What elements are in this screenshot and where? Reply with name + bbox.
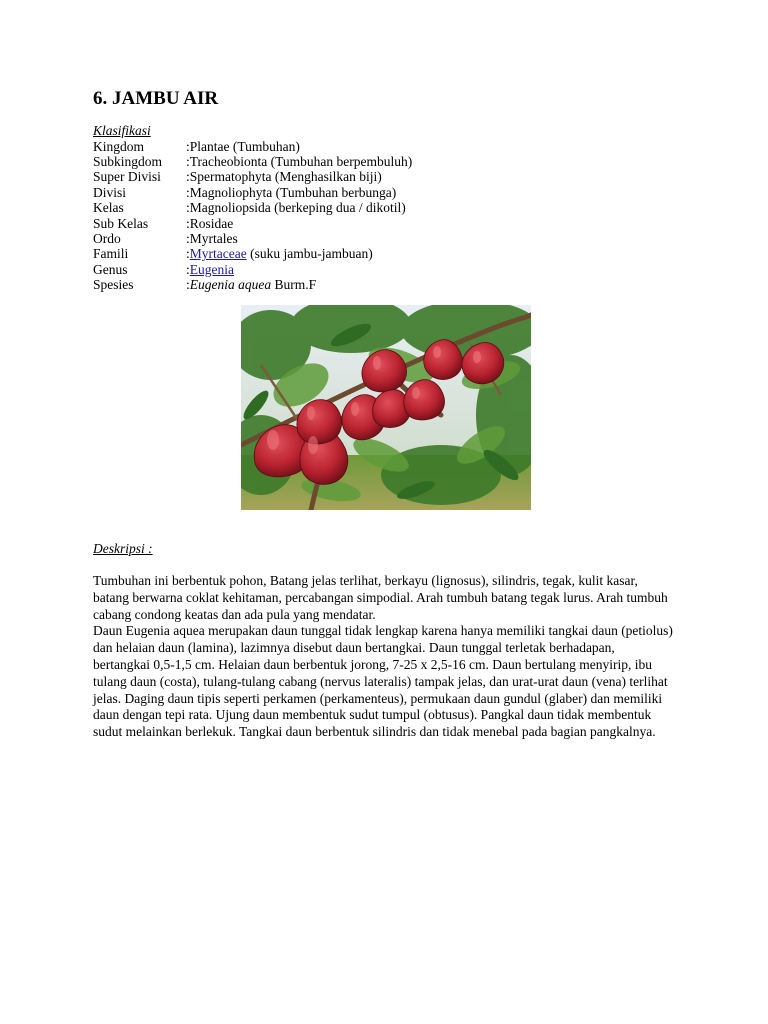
jambu-air-photo <box>241 305 531 510</box>
classification-label: Ordo <box>93 230 121 246</box>
classification-row-famili <box>93 246 683 261</box>
famili-note: (suku jambu-jambuan) <box>246 246 373 262</box>
classification-value: Myrtales <box>189 230 238 246</box>
classification-label: Famili <box>93 246 129 262</box>
classification-table <box>93 139 683 293</box>
classification-label: Genus <box>93 261 128 277</box>
classification-separator: : <box>186 138 190 154</box>
fruit-tree-image <box>241 305 531 510</box>
classification-separator: : <box>186 184 190 200</box>
classification-value <box>190 246 373 261</box>
classification-separator: : <box>186 215 190 231</box>
classification-value: Magnoliophyta (Tumbuhan berbunga) <box>189 184 397 200</box>
classification-row-subkingdom <box>93 154 683 169</box>
classification-separator: : <box>186 169 190 185</box>
classification-row-super-divisi <box>93 169 683 184</box>
classification-label: Sub Kelas <box>93 215 149 231</box>
classification-row-spesies <box>93 277 683 292</box>
famili-link[interactable]: Myrtaceae <box>189 246 247 262</box>
classification-value: Tracheobionta (Tumbuhan berpembuluh) <box>189 153 413 169</box>
classification-value: Magnoliopsida (berkeping dua / dikotil) <box>189 200 406 216</box>
classification-value: Plantae (Tumbuhan) <box>189 138 300 154</box>
species-name: Eugenia aquea <box>189 277 272 293</box>
classification-value: Rosidae <box>189 215 234 231</box>
classification-value <box>190 262 234 277</box>
classification-separator: : <box>186 277 190 293</box>
classification-heading: Klasifikasi <box>93 123 151 138</box>
classification-value: Spermatophyta (Menghasilkan biji) <box>189 169 382 185</box>
classification-row-sub-kelas <box>93 216 683 231</box>
description-body <box>93 573 675 741</box>
species-author: Burm.F <box>271 277 317 293</box>
description-paragraph: Daun Eugenia aquea merupakan daun tunggal tidak lengkap karena hanya memiliki tangkai daun (petiolus) dan helaian daun (lamina), lazimnya disebut daun bertangkai. Daun tunggal terletak berhadapan, bertangkai 0,5-1,5 cm. Helaian daun berbentuk jorong, 7-25 x 2,5-16 cm. Daun bertulang menyirip, ibu tulang daun (costa), tulang-tulang cabang (nervus lateralis) tampak jelas, dan urat-urat daun (vena) terlihat jelas. Daging daun tipis seperti perkamen (perkamenteus), permukaan daun gundul (glaber) dan memiliki daun dengan tepi rata. Ujung daun membentuk sudut tumpul (obtusus). Pangkal daun tidak membentuk sudut melainkan berlekuk. Tangkai daun berbentuk silindris dan tidak menebal pada bagian pangkalnya. <box>93 623 673 740</box>
classification-separator: : <box>186 200 190 216</box>
classification-separator: : <box>186 246 190 262</box>
classification-label: Kelas <box>93 200 124 216</box>
document-page <box>93 88 683 740</box>
classification-row-kingdom <box>93 139 683 154</box>
classification-value <box>190 277 316 292</box>
classification-label: Super Divisi <box>93 169 161 185</box>
classification-separator: : <box>186 261 190 277</box>
classification-row-divisi <box>93 185 683 200</box>
classification-separator: : <box>186 153 190 169</box>
classification-label: Divisi <box>93 184 127 200</box>
classification-row-ordo <box>93 231 683 246</box>
classification-label: Subkingdom <box>93 153 163 169</box>
page-title: 6. JAMBU AIR <box>93 88 219 109</box>
classification-label: Spesies <box>93 277 134 293</box>
genus-link[interactable]: Eugenia <box>189 261 234 277</box>
description-heading: Deskripsi : <box>93 541 153 556</box>
classification-separator: : <box>186 230 190 246</box>
classification-label: Kingdom <box>93 138 145 154</box>
description-paragraph: Tumbuhan ini berbentuk pohon, Batang jelas terlihat, berkayu (lignosus), silindris, tegak, kulit kasar, batang berwarna coklat kehitaman, percabangan simpodial. Arah tumbuh batang tegak lurus. Arah tumbuh cabang condong keatas dan ada pula yang mendatar. <box>93 573 668 622</box>
classification-row-kelas <box>93 200 683 215</box>
classification-row-genus <box>93 262 683 277</box>
